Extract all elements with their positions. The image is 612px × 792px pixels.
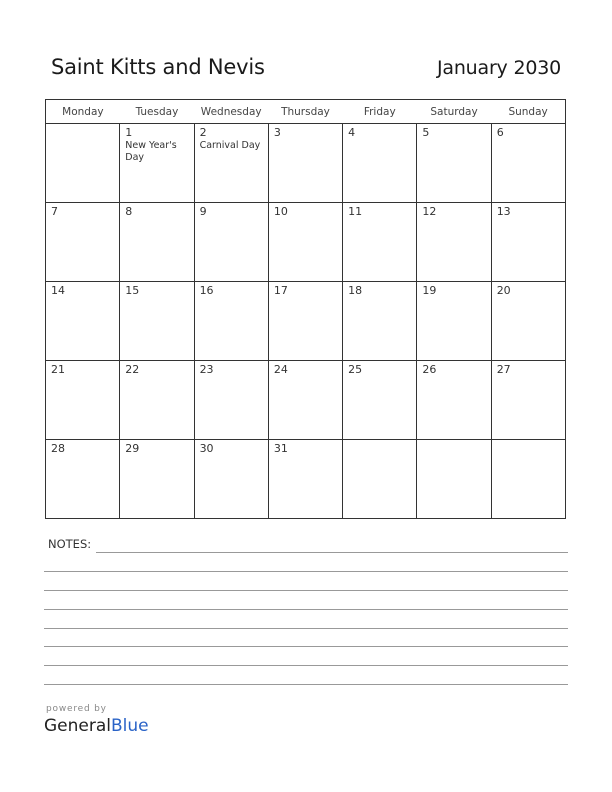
calendar-week-row [46, 282, 566, 361]
day-number: 5 [422, 126, 430, 139]
calendar-day-cell [417, 282, 491, 361]
calendar-day-cell [120, 440, 194, 519]
calendar-day-cell [268, 203, 342, 282]
day-number: 14 [51, 284, 65, 297]
note-line [44, 646, 568, 647]
calendar-day-cell [120, 282, 194, 361]
calendar-day-cell [120, 361, 194, 440]
weekday-tuesday: Tuesday [120, 100, 194, 124]
calendar-week-row [46, 440, 566, 519]
note-line [44, 665, 568, 666]
calendar-week-row [46, 124, 566, 203]
day-number: 16 [199, 284, 214, 297]
day-number: 18 [348, 284, 363, 297]
calendar-day-cell [417, 124, 491, 203]
weekday-thursday: Thursday [268, 100, 342, 124]
calendar-day-cell [194, 203, 268, 282]
day-number: 28 [51, 442, 65, 455]
calendar-day-cell [120, 124, 194, 203]
day-number: 25 [348, 363, 363, 376]
calendar-day-cell [194, 440, 268, 519]
calendar-day-cell [491, 124, 565, 203]
calendar-country-title: Saint Kitts and Nevis [51, 55, 265, 79]
day-number: 22 [125, 363, 140, 376]
notes-label: NOTES: [48, 537, 92, 551]
weekday-friday: Friday [343, 100, 417, 124]
holiday-label: Carnival Day [199, 140, 261, 151]
day-number: 19 [422, 284, 437, 297]
calendar-day-cell [343, 440, 417, 519]
calendar-day-cell [343, 361, 417, 440]
day-number: 21 [51, 363, 65, 376]
calendar-day-cell [46, 282, 120, 361]
calendar-day-cell [46, 361, 120, 440]
note-line [44, 571, 568, 572]
calendar-day-cell [46, 124, 120, 203]
calendar-day-cell [46, 440, 120, 519]
calendar-day-cell [268, 440, 342, 519]
calendar-week-row [46, 203, 566, 282]
day-number: 6 [496, 126, 504, 139]
weekday-sunday: Sunday [491, 100, 565, 124]
day-number: 30 [199, 442, 214, 455]
day-number: 9 [199, 205, 207, 218]
day-number: 1 [125, 126, 133, 139]
note-line [44, 684, 568, 685]
powered-by-text: powered by [46, 704, 107, 714]
calendar-day-cell [491, 282, 565, 361]
calendar-week-row [46, 361, 566, 440]
day-number: 11 [348, 205, 363, 218]
holiday-label: New Year's Day [125, 140, 177, 163]
calendar-day-cell [491, 361, 565, 440]
weekday-header-row [46, 100, 566, 124]
note-line [44, 628, 568, 629]
calendar-day-cell [343, 124, 417, 203]
brand-blue: Blue [111, 716, 149, 736]
day-number: 27 [496, 363, 511, 376]
note-line [44, 609, 568, 610]
calendar-day-cell [194, 124, 268, 203]
calendar-day-cell [417, 203, 491, 282]
note-line [96, 552, 568, 553]
day-number: 10 [273, 205, 288, 218]
day-number: 31 [273, 442, 288, 455]
day-number: 20 [496, 284, 511, 297]
calendar-day-cell [268, 282, 342, 361]
calendar-day-cell [268, 361, 342, 440]
calendar-day-cell [268, 124, 342, 203]
day-number: 23 [199, 363, 214, 376]
calendar-grid [45, 99, 566, 519]
weekday-wednesday: Wednesday [194, 100, 268, 124]
day-number: 8 [125, 205, 133, 218]
brand-general: General [44, 716, 111, 736]
weekday-monday: Monday [46, 100, 120, 124]
day-number: 13 [496, 205, 511, 218]
note-line [44, 590, 568, 591]
calendar-day-cell [491, 440, 565, 519]
calendar-day-cell [491, 203, 565, 282]
calendar-day-cell [417, 440, 491, 519]
calendar-month-title: January 2030 [436, 57, 561, 79]
calendar-day-cell [417, 361, 491, 440]
day-number: 2 [199, 126, 207, 139]
day-number: 4 [348, 126, 356, 139]
calendar-day-cell [46, 203, 120, 282]
calendar-day-cell [343, 203, 417, 282]
day-number: 3 [273, 126, 281, 139]
day-number: 7 [51, 205, 58, 218]
day-number: 15 [125, 284, 140, 297]
calendar-day-cell [120, 203, 194, 282]
weekday-saturday: Saturday [417, 100, 491, 124]
day-number: 17 [273, 284, 288, 297]
day-number: 12 [422, 205, 437, 218]
calendar-day-cell [343, 282, 417, 361]
calendar-day-cell [194, 282, 268, 361]
day-number: 29 [125, 442, 140, 455]
calendar-body [46, 124, 566, 519]
day-number: 24 [273, 363, 288, 376]
calendar-day-cell [194, 361, 268, 440]
generalblue-logo [44, 716, 149, 736]
day-number: 26 [422, 363, 437, 376]
